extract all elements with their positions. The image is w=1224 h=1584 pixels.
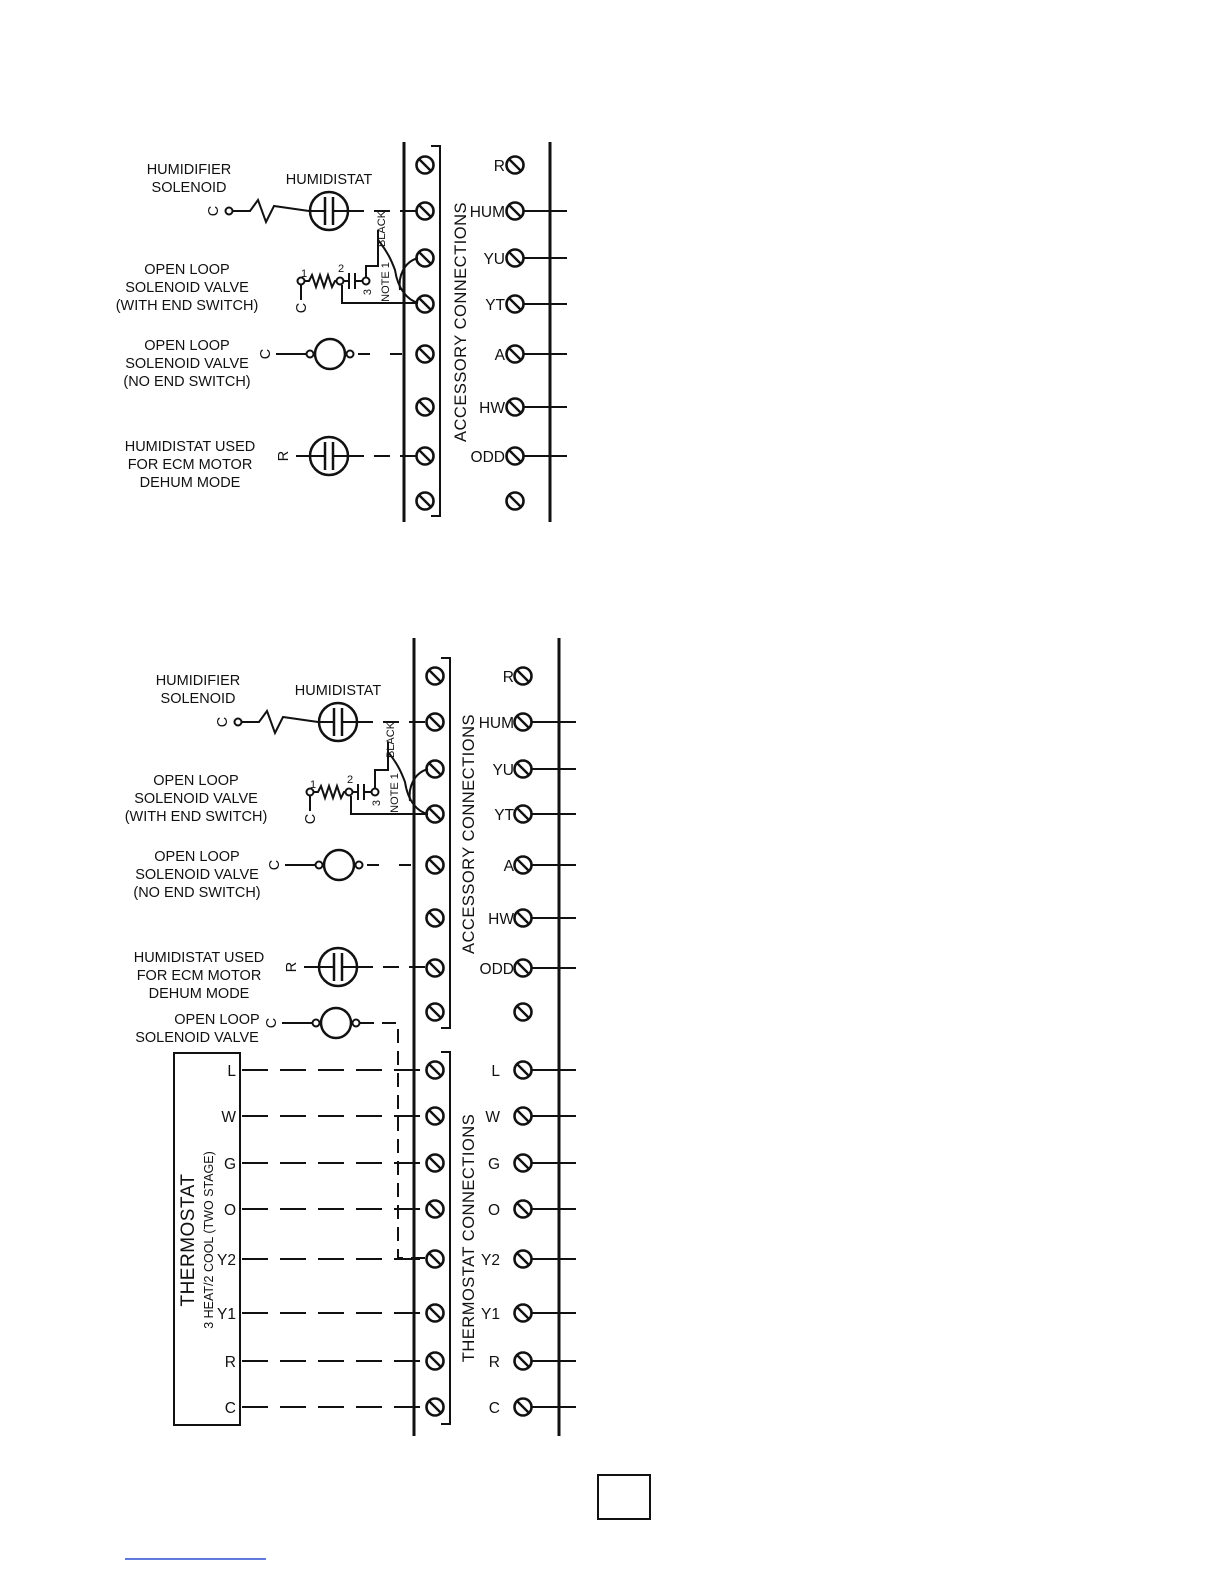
terminal-screw-left-1 bbox=[417, 157, 434, 174]
valve-es-label-line1-2: OPEN LOOP bbox=[153, 773, 239, 789]
terminal-label-a: A bbox=[494, 347, 505, 364]
valve-no-end-switch-symbol bbox=[276, 339, 418, 369]
terminal-screw-right-5 bbox=[507, 346, 524, 363]
ecm-humidistat-symbol bbox=[296, 437, 418, 475]
terminal-label-r: R bbox=[493, 158, 505, 175]
terminal-screw-left2-16 bbox=[427, 1399, 444, 1416]
black-wire-label: BLACK bbox=[376, 210, 388, 248]
valve-es-label-line2-2: SOLENOID VALVE bbox=[134, 791, 258, 807]
humidifier-solenoid-label-line1-2: HUMIDIFIER bbox=[155, 673, 241, 689]
thermostat-screw-1 bbox=[515, 1062, 532, 1079]
valve-nes-label-line1-2: OPEN LOOP bbox=[154, 849, 240, 865]
terminal-screw-left2-4 bbox=[427, 806, 444, 823]
terminal-screw-right-8 bbox=[507, 493, 524, 510]
humidifier-wire-end bbox=[226, 208, 233, 215]
terminal-screw-left-4 bbox=[417, 296, 434, 313]
accessory-screw-1 bbox=[515, 668, 532, 685]
thermostat-terminal-w: W bbox=[221, 1109, 236, 1126]
accessory-screw-4 bbox=[515, 806, 532, 823]
black-wire-label-2: BLACK bbox=[385, 721, 397, 759]
thermostat-screw-4 bbox=[515, 1201, 532, 1218]
terminal-label-odd: ODD bbox=[470, 449, 505, 466]
thermostat-screw-5 bbox=[515, 1251, 532, 1268]
humidifier-c-wire-label-2: C bbox=[215, 716, 231, 728]
thermostat-screw-6 bbox=[515, 1305, 532, 1322]
terminal-screw-left2-12 bbox=[427, 1201, 444, 1218]
terminal-screw-left2-1 bbox=[427, 668, 444, 685]
ecm-r-wire-label-2: R bbox=[284, 961, 300, 973]
terminal-screw-left2-13 bbox=[427, 1251, 444, 1268]
ecm-humidistat-label-line1: HUMIDISTAT USED bbox=[124, 439, 256, 455]
valve-no-end-switch-symbol-2 bbox=[285, 850, 428, 880]
terminal-screw-left2-6 bbox=[427, 910, 444, 927]
humidifier-solenoid-coil bbox=[233, 200, 309, 222]
accessory-terminal-a: A bbox=[503, 858, 514, 875]
terminal-label-hw: HW bbox=[479, 400, 505, 417]
accessory-screw-6 bbox=[515, 910, 532, 927]
terminal-screw-right-1 bbox=[507, 157, 524, 174]
wiring-diagram-1 bbox=[116, 142, 567, 522]
accessory-connections-label: ACCESSORY CONNECTIONS bbox=[452, 201, 470, 443]
thermostat-screw-3 bbox=[515, 1155, 532, 1172]
accessory-terminal-odd: ODD bbox=[479, 961, 514, 978]
thermostat-title: THERMOSTAT bbox=[178, 1173, 199, 1307]
terminal-screw-left-8 bbox=[417, 493, 434, 510]
humidifier-solenoid-coil-2 bbox=[242, 711, 318, 733]
terminal-label-yt: YT bbox=[485, 297, 505, 314]
thermostat-conn-terminal-w: W bbox=[485, 1109, 500, 1126]
terminal-screw-left2-9 bbox=[427, 1062, 444, 1079]
terminal-screw-left-5 bbox=[417, 346, 434, 363]
humidifier-solenoid-label-line2-2: SOLENOID bbox=[160, 691, 236, 707]
thermostat-terminal-o: O bbox=[223, 1202, 236, 1219]
accessory-screw-5 bbox=[515, 857, 532, 874]
accessory-screw-3 bbox=[515, 761, 532, 778]
right-terminal-column-2 bbox=[479, 668, 576, 1418]
valve-es-label-line1: OPEN LOOP bbox=[144, 262, 230, 278]
thermostat-conn-terminal-g: G bbox=[487, 1156, 500, 1173]
terminal-label-hum: HUM bbox=[469, 204, 505, 221]
wiring-diagram-2 bbox=[125, 638, 576, 1436]
humidistat-label-2: HUMIDISTAT bbox=[294, 683, 382, 699]
terminal-screw-left2-8 bbox=[427, 1004, 444, 1021]
valve-nes-c-wire-label: C bbox=[258, 348, 274, 360]
valve-with-end-switch-symbol bbox=[294, 210, 418, 313]
valve-es-c-wire-label: C bbox=[294, 302, 310, 314]
valve-es-label-line2: SOLENOID VALVE bbox=[125, 280, 249, 296]
thermostat-conn-terminal-l: L bbox=[491, 1063, 500, 1080]
accessory-terminal-hum: HUM bbox=[478, 715, 514, 732]
terminal-screw-left-7 bbox=[417, 448, 434, 465]
thermostat-terminal-l: L bbox=[227, 1063, 236, 1080]
thermostat-conn-terminal-y2: Y2 bbox=[481, 1252, 500, 1269]
pin-1-label: 1 bbox=[300, 268, 308, 280]
thermostat-conn-terminal-y1: Y1 bbox=[481, 1306, 500, 1323]
thermostat-terminal-g: G bbox=[223, 1156, 236, 1173]
ecm-humidistat-label-line1-2: HUMIDISTAT USED bbox=[133, 950, 265, 966]
thermostat-screw-7 bbox=[515, 1353, 532, 1370]
terminal-screw-right-3 bbox=[507, 250, 524, 267]
ecm-r-wire-label: R bbox=[276, 450, 292, 462]
humidifier-solenoid-label-line2: SOLENOID bbox=[151, 180, 227, 196]
valve-nes-c-wire-label-2: C bbox=[267, 859, 283, 871]
terminal-screw-left-6 bbox=[417, 399, 434, 416]
left-terminal-column bbox=[417, 157, 434, 510]
terminal-screw-right-7 bbox=[507, 448, 524, 465]
thermostat-terminal-r: R bbox=[224, 1354, 236, 1371]
note-1-label: NOTE 1 bbox=[380, 262, 392, 302]
valve-nes-label-line2-2: SOLENOID VALVE bbox=[135, 867, 259, 883]
ecm-humidistat-label-line3-2: DEHUM MODE bbox=[148, 986, 250, 1002]
accessory-terminal-r: R bbox=[502, 669, 514, 686]
thermostat-terminal-y2: Y2 bbox=[217, 1252, 236, 1269]
terminal-screw-right-4 bbox=[507, 296, 524, 313]
right-terminal-column bbox=[470, 157, 567, 510]
thermostat-conn-terminal-r: R bbox=[488, 1354, 500, 1371]
valve-nes-label-line1: OPEN LOOP bbox=[144, 338, 230, 354]
ecm-humidistat-label-line2-2: FOR ECM MOTOR bbox=[136, 968, 262, 984]
accessory-screw-2 bbox=[515, 714, 532, 731]
humidistat-symbol-2 bbox=[319, 703, 357, 741]
terminal-screw-right-6 bbox=[507, 399, 524, 416]
terminal-screw-left2-5 bbox=[427, 857, 444, 874]
valve-y2-c-wire-label: C bbox=[264, 1017, 280, 1029]
accessory-terminal-yt: YT bbox=[494, 807, 514, 824]
pin-3-label-2: 3 bbox=[371, 799, 383, 807]
ecm-humidistat-label-line3: DEHUM MODE bbox=[139, 475, 241, 491]
valve-nes-label-line3-2: (NO END SWITCH) bbox=[133, 885, 261, 901]
accessory-terminal-hw: HW bbox=[488, 911, 514, 928]
accessory-screw-8 bbox=[515, 1004, 532, 1021]
thermostat-terminals bbox=[217, 1063, 428, 1417]
terminal-screw-left2-15 bbox=[427, 1353, 444, 1370]
valve-y2-label-line2: SOLENOID VALVE bbox=[135, 1030, 259, 1046]
terminal-screw-left2-7 bbox=[427, 960, 444, 977]
thermostat-connections-label: THERMOSTAT CONNECTIONS bbox=[460, 1113, 478, 1363]
valve-y2-label-line1: OPEN LOOP bbox=[174, 1012, 260, 1028]
humidistat-label: HUMIDISTAT bbox=[285, 172, 373, 188]
terminal-screw-left-2 bbox=[417, 203, 434, 220]
left-terminal-column-2 bbox=[427, 668, 444, 1416]
terminal-label-yu: YU bbox=[483, 251, 505, 268]
accessory-connections-label-2: ACCESSORY CONNECTIONS bbox=[460, 713, 478, 955]
terminal-screw-left2-2 bbox=[427, 714, 444, 731]
terminal-screw-left2-14 bbox=[427, 1305, 444, 1322]
accessory-terminal-yu: YU bbox=[492, 762, 514, 779]
terminal-screw-left-3 bbox=[417, 250, 434, 267]
terminal-screw-left2-11 bbox=[427, 1155, 444, 1172]
humidistat-symbol bbox=[310, 192, 348, 230]
page-number-box bbox=[598, 1475, 650, 1519]
thermostat-bracket bbox=[441, 1052, 450, 1424]
humidifier-c-wire-label: C bbox=[206, 205, 222, 217]
thermostat-subtitle: 3 HEAT/2 COOL (TWO STAGE) bbox=[202, 1151, 216, 1329]
pin-3-label: 3 bbox=[362, 288, 374, 296]
terminal-screw-left2-10 bbox=[427, 1108, 444, 1125]
thermostat-conn-terminal-c: C bbox=[488, 1400, 500, 1417]
thermostat-screw-8 bbox=[515, 1399, 532, 1416]
valve-nes-label-line3: (NO END SWITCH) bbox=[123, 374, 251, 390]
valve-es-c-wire-label-2: C bbox=[303, 813, 319, 825]
humidifier-wire-end-2 bbox=[235, 719, 242, 726]
thermostat-terminal-y1: Y1 bbox=[217, 1306, 236, 1323]
humidifier-solenoid-label-line1: HUMIDIFIER bbox=[146, 162, 232, 178]
pin-2-label-2: 2 bbox=[346, 774, 354, 786]
terminal-screw-right-2 bbox=[507, 203, 524, 220]
terminal-screw-left2-3 bbox=[427, 761, 444, 778]
pin-2-label: 2 bbox=[337, 263, 345, 275]
ecm-humidistat-label-line2: FOR ECM MOTOR bbox=[127, 457, 253, 473]
thermostat-conn-terminal-o: O bbox=[487, 1202, 500, 1219]
valve-nes-label-line2: SOLENOID VALVE bbox=[125, 356, 249, 372]
valve-es-label-line3: (WITH END SWITCH) bbox=[115, 298, 259, 314]
valve-y2-symbol bbox=[282, 1008, 428, 1258]
accessory-screw-7 bbox=[515, 960, 532, 977]
thermostat-terminal-c: C bbox=[224, 1400, 236, 1417]
valve-with-end-switch-symbol-2 bbox=[303, 721, 428, 824]
valve-es-label-line3-2: (WITH END SWITCH) bbox=[124, 809, 268, 825]
thermostat-screw-2 bbox=[515, 1108, 532, 1125]
pin-1-label-2: 1 bbox=[309, 779, 317, 791]
ecm-humidistat-symbol-2 bbox=[304, 948, 428, 986]
note-1-label-2: NOTE 1 bbox=[389, 773, 401, 813]
